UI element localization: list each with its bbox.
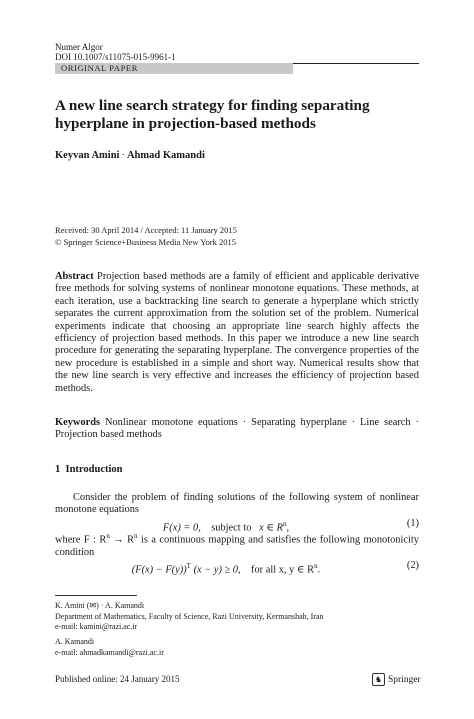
received-accepted: Received: 30 April 2014 / Accepted: 11 January 2015 bbox=[55, 225, 237, 235]
eq2-end: . bbox=[317, 564, 321, 576]
footnote-affiliation-1 bbox=[55, 601, 419, 633]
eq1-sup: n bbox=[282, 520, 287, 528]
footnote-email: e-mail: ahmadkamandi@razi.ac.ir bbox=[55, 647, 164, 657]
author-name: Ahmad Kamandi bbox=[126, 150, 205, 161]
keywords-label: Keywords bbox=[55, 417, 101, 428]
abstract bbox=[55, 271, 419, 395]
keywords-text: Nonlinear monotone equations · Separating hyperplane · Line search · Projection based methods bbox=[55, 417, 419, 441]
para2-prefix: where F : R bbox=[55, 534, 107, 546]
copyright: © Springer Science+Business Media New York 2015 bbox=[55, 237, 236, 247]
publisher-logo bbox=[372, 673, 421, 686]
abstract-label: Abstract bbox=[55, 271, 94, 282]
eq1-end: , bbox=[286, 522, 290, 534]
published-online: Published online: 24 January 2015 bbox=[55, 674, 180, 684]
footnote-affiliation-2 bbox=[55, 637, 419, 658]
equation-1 bbox=[55, 518, 419, 534]
footnote-department: Department of Mathematics, Faculty of Science, Razi University, Kermanshah, Iran bbox=[55, 611, 324, 621]
paper-title: A new line search strategy for finding separating hyperplane in projection-based methods bbox=[55, 97, 370, 132]
eq1-left: F(x) = 0, bbox=[162, 522, 201, 534]
equation-number: (2) bbox=[406, 560, 419, 571]
eq2-sup: T bbox=[186, 562, 191, 570]
section-number: 1 bbox=[55, 464, 61, 475]
author-list bbox=[55, 150, 205, 161]
keywords bbox=[55, 417, 419, 442]
doi: DOI 10.1007/s11075-015-9961-1 bbox=[55, 52, 176, 62]
eq1-mid: subject to bbox=[211, 522, 252, 534]
footnote-rule bbox=[55, 595, 137, 596]
eq2-sup: n bbox=[314, 562, 318, 570]
eq1-right: x ∈ R bbox=[259, 522, 283, 534]
journal-header bbox=[55, 42, 176, 62]
article-type-band: ORIGINAL PAPER bbox=[55, 63, 293, 74]
equation-2 bbox=[55, 560, 419, 576]
author-separator: · bbox=[121, 150, 125, 161]
intro-paragraph: Consider the problem of finding solutions of the following system of nonlinear monotone equations bbox=[55, 492, 419, 516]
eq2-cond: for all x, y ∈ R bbox=[251, 564, 315, 576]
section-title: Introduction bbox=[65, 464, 123, 475]
footnote-email: e-mail: kamini@razi.ac.ir bbox=[55, 622, 138, 631]
journal-name: Numer Algor bbox=[55, 42, 103, 52]
para2-sup: n bbox=[134, 532, 138, 540]
springer-horse-icon: ♞ bbox=[372, 673, 385, 686]
para2-sup: n bbox=[106, 532, 110, 540]
para2-suffix: is a continuous mapping and satisfies the following monotonicity condition bbox=[55, 534, 419, 558]
publication-dates bbox=[55, 224, 237, 248]
author-name: Keyvan Amini bbox=[55, 150, 120, 161]
para2-arrow: → R bbox=[109, 534, 135, 546]
intro-paragraph-2 bbox=[55, 530, 419, 559]
eq2-mid: (x − y) ≥ 0, bbox=[193, 564, 241, 576]
footnote-author: A. Kamandi bbox=[55, 637, 95, 646]
eq2-left: (F(x) − F(y)) bbox=[131, 564, 187, 576]
publisher-name: Springer bbox=[388, 674, 421, 685]
footnote-authors: K. Amini (✉) · A. Kamandi bbox=[55, 601, 145, 610]
abstract-text: Projection based methods are a family of efficient and applicable derivative free methods for solving systems of nonlinear monotone equations. These methods, at each iteration, use a backtracking line search to generate a hyperplane which strictly separates the current approximation from the solution set of the problem. Numerical experiments indicate that choosing an appropriate line search highly affects the efficiency of projection based methods. In this paper we introduce a new line search procedure for generating the separating hyperplane. The convergence properties of the new procedure is established in a simple and short way. Numerical results show that the new line search is very effective and increases the efficiency of projection based methods. bbox=[55, 271, 419, 394]
equation-number: (1) bbox=[406, 518, 419, 529]
section-heading bbox=[55, 464, 123, 475]
